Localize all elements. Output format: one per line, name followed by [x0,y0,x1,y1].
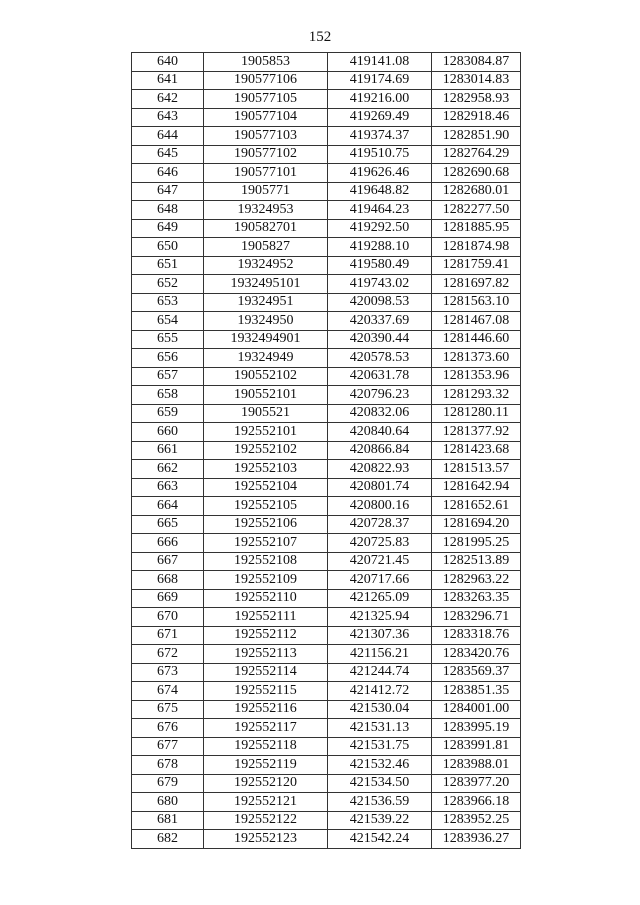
y-coordinate-cell: 1283991.81 [432,737,521,756]
table-row [132,90,521,109]
x-coordinate-cell: 419292.50 [328,219,432,238]
y-coordinate-cell: 1281652.61 [432,497,521,516]
table-row [132,108,521,127]
y-coordinate-cell: 1281563.10 [432,293,521,312]
table-row [132,571,521,590]
table-row [132,460,521,479]
point-id-cell: 190577104 [204,108,328,127]
y-coordinate-cell: 1281377.92 [432,423,521,442]
point-id-cell: 192552104 [204,478,328,497]
row-index-cell: 678 [132,756,204,775]
x-coordinate-cell: 420631.78 [328,367,432,386]
row-index-cell: 669 [132,589,204,608]
table-row [132,589,521,608]
point-id-cell: 192552110 [204,589,328,608]
row-index-cell: 648 [132,201,204,220]
point-id-cell: 192552111 [204,608,328,627]
y-coordinate-cell: 1282963.22 [432,571,521,590]
table-row [132,127,521,146]
y-coordinate-cell: 1283084.87 [432,53,521,72]
point-id-cell: 19324953 [204,201,328,220]
x-coordinate-cell: 421530.04 [328,700,432,719]
x-coordinate-cell: 421412.72 [328,682,432,701]
table-row [132,71,521,90]
y-coordinate-cell: 1283420.76 [432,645,521,664]
x-coordinate-cell: 419288.10 [328,238,432,257]
point-id-cell: 192552118 [204,737,328,756]
row-index-cell: 650 [132,238,204,257]
x-coordinate-cell: 420728.37 [328,515,432,534]
row-index-cell: 667 [132,552,204,571]
y-coordinate-cell: 1283995.19 [432,719,521,738]
table-row [132,219,521,238]
table-row [132,404,521,423]
row-index-cell: 681 [132,811,204,830]
x-coordinate-cell: 420721.45 [328,552,432,571]
table-row [132,719,521,738]
table-row [132,756,521,775]
table-row [132,275,521,294]
y-coordinate-cell: 1282680.01 [432,182,521,201]
point-id-cell: 190582701 [204,219,328,238]
row-index-cell: 666 [132,534,204,553]
x-coordinate-cell: 419510.75 [328,145,432,164]
y-coordinate-cell: 1281513.57 [432,460,521,479]
x-coordinate-cell: 420832.06 [328,404,432,423]
x-coordinate-cell: 419141.08 [328,53,432,72]
table-row [132,830,521,849]
row-index-cell: 646 [132,164,204,183]
x-coordinate-cell: 420390.44 [328,330,432,349]
y-coordinate-cell: 1283988.01 [432,756,521,775]
x-coordinate-cell: 421534.50 [328,774,432,793]
row-index-cell: 682 [132,830,204,849]
x-coordinate-cell: 420098.53 [328,293,432,312]
point-id-cell: 192552112 [204,626,328,645]
x-coordinate-cell: 419648.82 [328,182,432,201]
table-row [132,201,521,220]
row-index-cell: 668 [132,571,204,590]
y-coordinate-cell: 1281697.82 [432,275,521,294]
point-id-cell: 192552120 [204,774,328,793]
x-coordinate-cell: 419216.00 [328,90,432,109]
y-coordinate-cell: 1281759.41 [432,256,521,275]
row-index-cell: 642 [132,90,204,109]
row-index-cell: 654 [132,312,204,331]
row-index-cell: 664 [132,497,204,516]
x-coordinate-cell: 420800.16 [328,497,432,516]
point-id-cell: 190577106 [204,71,328,90]
row-index-cell: 675 [132,700,204,719]
y-coordinate-cell: 1283851.35 [432,682,521,701]
row-index-cell: 657 [132,367,204,386]
point-id-cell: 192552101 [204,423,328,442]
x-coordinate-cell: 420337.69 [328,312,432,331]
row-index-cell: 676 [132,719,204,738]
table-row [132,293,521,312]
table-row [132,534,521,553]
table-row [132,367,521,386]
point-id-cell: 19324951 [204,293,328,312]
x-coordinate-cell: 421539.22 [328,811,432,830]
table-row [132,811,521,830]
table-row [132,552,521,571]
row-index-cell: 670 [132,608,204,627]
table-row [132,663,521,682]
table-row [132,423,521,442]
row-index-cell: 673 [132,663,204,682]
y-coordinate-cell: 1281423.68 [432,441,521,460]
row-index-cell: 663 [132,478,204,497]
row-index-cell: 647 [132,182,204,201]
y-coordinate-cell: 1282851.90 [432,127,521,146]
table-row [132,312,521,331]
y-coordinate-cell: 1281694.20 [432,515,521,534]
point-id-cell: 1932494901 [204,330,328,349]
coordinates-table [131,52,521,849]
row-index-cell: 640 [132,53,204,72]
point-id-cell: 192552107 [204,534,328,553]
row-index-cell: 656 [132,349,204,368]
table-row [132,497,521,516]
table-row [132,256,521,275]
point-id-cell: 190552102 [204,367,328,386]
point-id-cell: 190577103 [204,127,328,146]
coordinates-table-container [131,52,521,849]
y-coordinate-cell: 1282277.50 [432,201,521,220]
row-index-cell: 651 [132,256,204,275]
x-coordinate-cell: 419374.37 [328,127,432,146]
page-number: 152 [308,29,332,45]
point-id-cell: 192552123 [204,830,328,849]
point-id-cell: 192552108 [204,552,328,571]
row-index-cell: 641 [132,71,204,90]
y-coordinate-cell: 1283936.27 [432,830,521,849]
point-id-cell: 192552121 [204,793,328,812]
point-id-cell: 1932495101 [204,275,328,294]
y-coordinate-cell: 1283569.37 [432,663,521,682]
row-index-cell: 679 [132,774,204,793]
x-coordinate-cell: 421532.46 [328,756,432,775]
point-id-cell: 190552101 [204,386,328,405]
x-coordinate-cell: 420717.66 [328,571,432,590]
point-id-cell: 19324949 [204,349,328,368]
y-coordinate-cell: 1281373.60 [432,349,521,368]
table-row [132,645,521,664]
point-id-cell: 190577101 [204,164,328,183]
point-id-cell: 192552109 [204,571,328,590]
table-row [132,238,521,257]
y-coordinate-cell: 1282764.29 [432,145,521,164]
point-id-cell: 19324950 [204,312,328,331]
point-id-cell: 192552113 [204,645,328,664]
x-coordinate-cell: 421542.24 [328,830,432,849]
x-coordinate-cell: 419743.02 [328,275,432,294]
x-coordinate-cell: 421307.36 [328,626,432,645]
y-coordinate-cell: 1281885.95 [432,219,521,238]
row-index-cell: 674 [132,682,204,701]
row-index-cell: 653 [132,293,204,312]
row-index-cell: 660 [132,423,204,442]
point-id-cell: 190577105 [204,90,328,109]
row-index-cell: 655 [132,330,204,349]
y-coordinate-cell: 1281642.94 [432,478,521,497]
table-row [132,700,521,719]
point-id-cell: 192552115 [204,682,328,701]
y-coordinate-cell: 1283966.18 [432,793,521,812]
x-coordinate-cell: 421325.94 [328,608,432,627]
point-id-cell: 1905521 [204,404,328,423]
y-coordinate-cell: 1282918.46 [432,108,521,127]
point-id-cell: 192552102 [204,441,328,460]
y-coordinate-cell: 1283263.35 [432,589,521,608]
y-coordinate-cell: 1283952.25 [432,811,521,830]
x-coordinate-cell: 419580.49 [328,256,432,275]
row-index-cell: 671 [132,626,204,645]
x-coordinate-cell: 420801.74 [328,478,432,497]
y-coordinate-cell: 1281353.96 [432,367,521,386]
table-row [132,793,521,812]
table-row [132,386,521,405]
point-id-cell: 192552103 [204,460,328,479]
x-coordinate-cell: 420578.53 [328,349,432,368]
y-coordinate-cell: 1281446.60 [432,330,521,349]
table-row [132,478,521,497]
table-body [132,53,521,849]
x-coordinate-cell: 419464.23 [328,201,432,220]
y-coordinate-cell: 1281874.98 [432,238,521,257]
x-coordinate-cell: 420796.23 [328,386,432,405]
y-coordinate-cell: 1281467.08 [432,312,521,331]
x-coordinate-cell: 420840.64 [328,423,432,442]
point-id-cell: 190577102 [204,145,328,164]
x-coordinate-cell: 420822.93 [328,460,432,479]
y-coordinate-cell: 1282690.68 [432,164,521,183]
x-coordinate-cell: 419626.46 [328,164,432,183]
table-row [132,737,521,756]
table-row [132,515,521,534]
y-coordinate-cell: 1282513.89 [432,552,521,571]
x-coordinate-cell: 421531.75 [328,737,432,756]
table-row [132,682,521,701]
x-coordinate-cell: 419269.49 [328,108,432,127]
point-id-cell: 1905771 [204,182,328,201]
row-index-cell: 643 [132,108,204,127]
y-coordinate-cell: 1281293.32 [432,386,521,405]
y-coordinate-cell: 1281280.11 [432,404,521,423]
table-row [132,182,521,201]
x-coordinate-cell: 419174.69 [328,71,432,90]
point-id-cell: 1905827 [204,238,328,257]
point-id-cell: 19324952 [204,256,328,275]
y-coordinate-cell: 1283014.83 [432,71,521,90]
y-coordinate-cell: 1284001.00 [432,700,521,719]
x-coordinate-cell: 420866.84 [328,441,432,460]
row-index-cell: 658 [132,386,204,405]
table-row [132,145,521,164]
x-coordinate-cell: 421244.74 [328,663,432,682]
x-coordinate-cell: 421531.13 [328,719,432,738]
table-row [132,441,521,460]
y-coordinate-cell: 1281995.25 [432,534,521,553]
x-coordinate-cell: 421265.09 [328,589,432,608]
y-coordinate-cell: 1282958.93 [432,90,521,109]
x-coordinate-cell: 420725.83 [328,534,432,553]
x-coordinate-cell: 421156.21 [328,645,432,664]
row-index-cell: 662 [132,460,204,479]
table-row [132,164,521,183]
table-row [132,626,521,645]
table-row [132,53,521,72]
row-index-cell: 661 [132,441,204,460]
table-row [132,608,521,627]
row-index-cell: 672 [132,645,204,664]
point-id-cell: 192552116 [204,700,328,719]
row-index-cell: 659 [132,404,204,423]
point-id-cell: 1905853 [204,53,328,72]
point-id-cell: 192552106 [204,515,328,534]
point-id-cell: 192552105 [204,497,328,516]
point-id-cell: 192552119 [204,756,328,775]
row-index-cell: 665 [132,515,204,534]
row-index-cell: 649 [132,219,204,238]
point-id-cell: 192552122 [204,811,328,830]
row-index-cell: 652 [132,275,204,294]
table-row [132,349,521,368]
table-row [132,330,521,349]
table-row [132,774,521,793]
row-index-cell: 680 [132,793,204,812]
x-coordinate-cell: 421536.59 [328,793,432,812]
row-index-cell: 645 [132,145,204,164]
y-coordinate-cell: 1283296.71 [432,608,521,627]
point-id-cell: 192552114 [204,663,328,682]
row-index-cell: 644 [132,127,204,146]
y-coordinate-cell: 1283977.20 [432,774,521,793]
y-coordinate-cell: 1283318.76 [432,626,521,645]
row-index-cell: 677 [132,737,204,756]
point-id-cell: 192552117 [204,719,328,738]
